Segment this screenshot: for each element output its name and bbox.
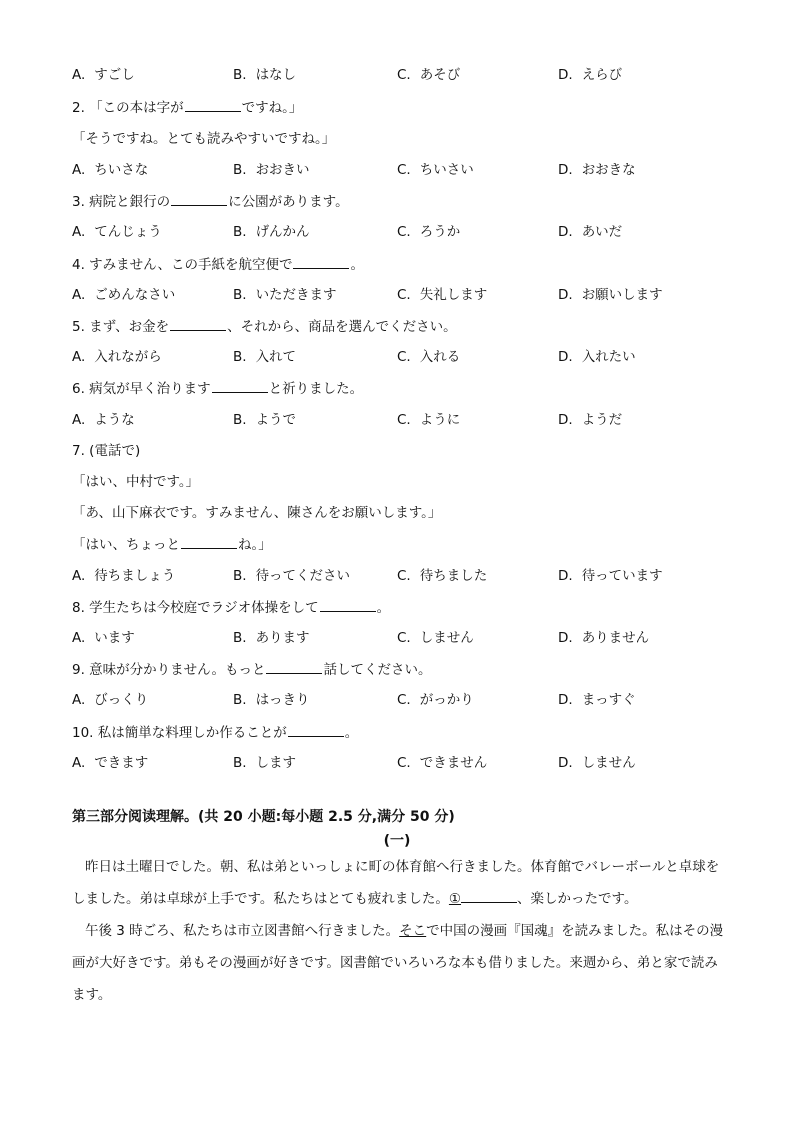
q4-option-b[interactable]: B. いただきます xyxy=(233,287,337,303)
q3-option-d[interactable]: D. あいだ xyxy=(558,224,623,240)
blank-marker-1: ① xyxy=(448,891,462,907)
q7-option-a[interactable]: A. 待ちましょう xyxy=(72,568,176,584)
q5-option-c[interactable]: C. 入れる xyxy=(397,349,461,365)
q9-stem: 9. 意味が分かりません。もっと 話してください。 xyxy=(72,662,432,678)
q4-blank xyxy=(293,255,349,269)
q2-option-a[interactable]: A. ちいさな xyxy=(72,162,149,178)
q8-blank xyxy=(320,598,376,612)
q7-dialog-line-2: 「あ、山下麻衣です。すみません、陳さんをお願いします。」 xyxy=(72,505,442,521)
q2-option-c[interactable]: C. ちいさい xyxy=(397,162,474,178)
q4-options xyxy=(72,286,732,304)
q2-blank xyxy=(185,98,241,112)
q7-stem: 7. (電話で) xyxy=(72,443,141,459)
q5-option-a[interactable]: A. 入れながら xyxy=(72,349,162,365)
q3-stem: 3. 病院と銀行の に公園があります。 xyxy=(72,194,349,210)
q4-option-a[interactable]: A. ごめんなさい xyxy=(72,287,176,303)
q3-option-c[interactable]: C. ろうか xyxy=(397,224,461,240)
q9-option-d[interactable]: D. まっすぐ xyxy=(558,692,636,708)
q10-stem: 10. 私は簡単な料理しか作ることが 。 xyxy=(72,725,359,741)
q7-option-d[interactable]: D. 待っています xyxy=(558,568,663,584)
passage-paragraph-2: 午後 3 時ごろ、私たちは市立図書館へ行きました。そこで中国の漫画『国魂』を読みました。私はその漫画が大好きです。弟もその漫画が好きです。図書館でいろいろな本も借りました。来週から、弟と家で読みます。 xyxy=(72,923,724,1003)
q1-options xyxy=(72,66,732,84)
q2-options xyxy=(72,161,732,179)
q8-option-d[interactable]: D. ありません xyxy=(558,630,650,646)
q9-option-b[interactable]: B. はっきり xyxy=(233,692,310,708)
q8-options xyxy=(72,629,732,647)
q3-blank xyxy=(171,192,227,206)
q6-blank xyxy=(212,379,268,393)
q6-option-d[interactable]: D. ようだ xyxy=(558,412,623,428)
q8-option-b[interactable]: B. あります xyxy=(233,630,310,646)
q9-option-a[interactable]: A. びっくり xyxy=(72,692,149,708)
q1-option-c[interactable]: C. あそび xyxy=(397,67,461,83)
q7-blank xyxy=(181,535,237,549)
q1-option-a[interactable]: A. すごし xyxy=(72,67,135,83)
q8-stem: 8. 学生たちは今校庭でラジオ体操をして 。 xyxy=(72,600,391,616)
q6-stem: 6. 病気が早く治ります と祈りました。 xyxy=(72,381,364,397)
q7-dialog-line-1: 「はい、中村です。」 xyxy=(72,474,200,490)
q4-option-d[interactable]: D. お願いします xyxy=(558,287,663,303)
q6-option-b[interactable]: B. ようで xyxy=(233,412,297,428)
q5-stem: 5. まず、お金を 、それから、商品を選んでください。 xyxy=(72,319,457,335)
q10-blank xyxy=(288,723,344,737)
q8-option-c[interactable]: C. しません xyxy=(397,630,474,646)
q10-options xyxy=(72,754,732,772)
q3-options xyxy=(72,223,732,241)
q7-option-b[interactable]: B. 待ってください xyxy=(233,568,351,584)
q10-option-a[interactable]: A. できます xyxy=(72,755,149,771)
q8-option-a[interactable]: A. います xyxy=(72,630,135,646)
q4-option-c[interactable]: C. 失礼します xyxy=(397,287,488,303)
q5-options xyxy=(72,348,732,366)
q7-option-c[interactable]: C. 待ちました xyxy=(397,568,488,584)
q4-stem: 4. すみません、この手紙を航空便で 。 xyxy=(72,257,364,273)
passage-1-heading: (一) xyxy=(383,833,411,849)
q2-dialog-line: 「そうですね。とても読みやすいですね。」 xyxy=(72,131,336,147)
q9-blank xyxy=(266,660,322,674)
q2-option-b[interactable]: B. おおきい xyxy=(233,162,310,178)
q7-options xyxy=(72,567,732,585)
q10-option-b[interactable]: B. します xyxy=(233,755,297,771)
q1-option-b[interactable]: B. はなし xyxy=(233,67,297,83)
q3-option-b[interactable]: B. げんかん xyxy=(233,224,310,240)
q6-option-a[interactable]: A. ような xyxy=(72,412,135,428)
q6-options xyxy=(72,411,732,429)
q10-option-d[interactable]: D. しません xyxy=(558,755,636,771)
q5-option-b[interactable]: B. 入れて xyxy=(233,349,297,365)
q7-dialog-line-3: 「はい、ちょっと ね。」 xyxy=(72,537,272,553)
q5-blank xyxy=(170,317,226,331)
q9-option-c[interactable]: C. がっかり xyxy=(397,692,474,708)
q5-option-d[interactable]: D. 入れたい xyxy=(558,349,636,365)
passage-paragraph-1: 昨日は土曜日でした。朝、私は弟といっしょに町の体育館へ行きました。体育館でバレーボールと卓球をしました。弟は卓球が上手です。私たちはとても疲れました。① 、楽しかったです。 xyxy=(72,859,720,907)
q2-stem: 2. 「この本は字が ですね。」 xyxy=(72,100,303,116)
passage-blank-1 xyxy=(461,889,517,903)
section-3-title: 第三部分阅读理解。(共 20 小题:每小题 2.5 分,满分 50 分) xyxy=(72,809,455,825)
q2-option-d[interactable]: D. おおきな xyxy=(558,162,636,178)
q1-option-d[interactable]: D. えらび xyxy=(558,67,623,83)
underlined-word: そこ xyxy=(399,923,427,939)
q9-options xyxy=(72,691,732,709)
q3-option-a[interactable]: A. てんじょう xyxy=(72,224,162,240)
q10-option-c[interactable]: C. できません xyxy=(397,755,488,771)
q6-option-c[interactable]: C. ように xyxy=(397,412,461,428)
